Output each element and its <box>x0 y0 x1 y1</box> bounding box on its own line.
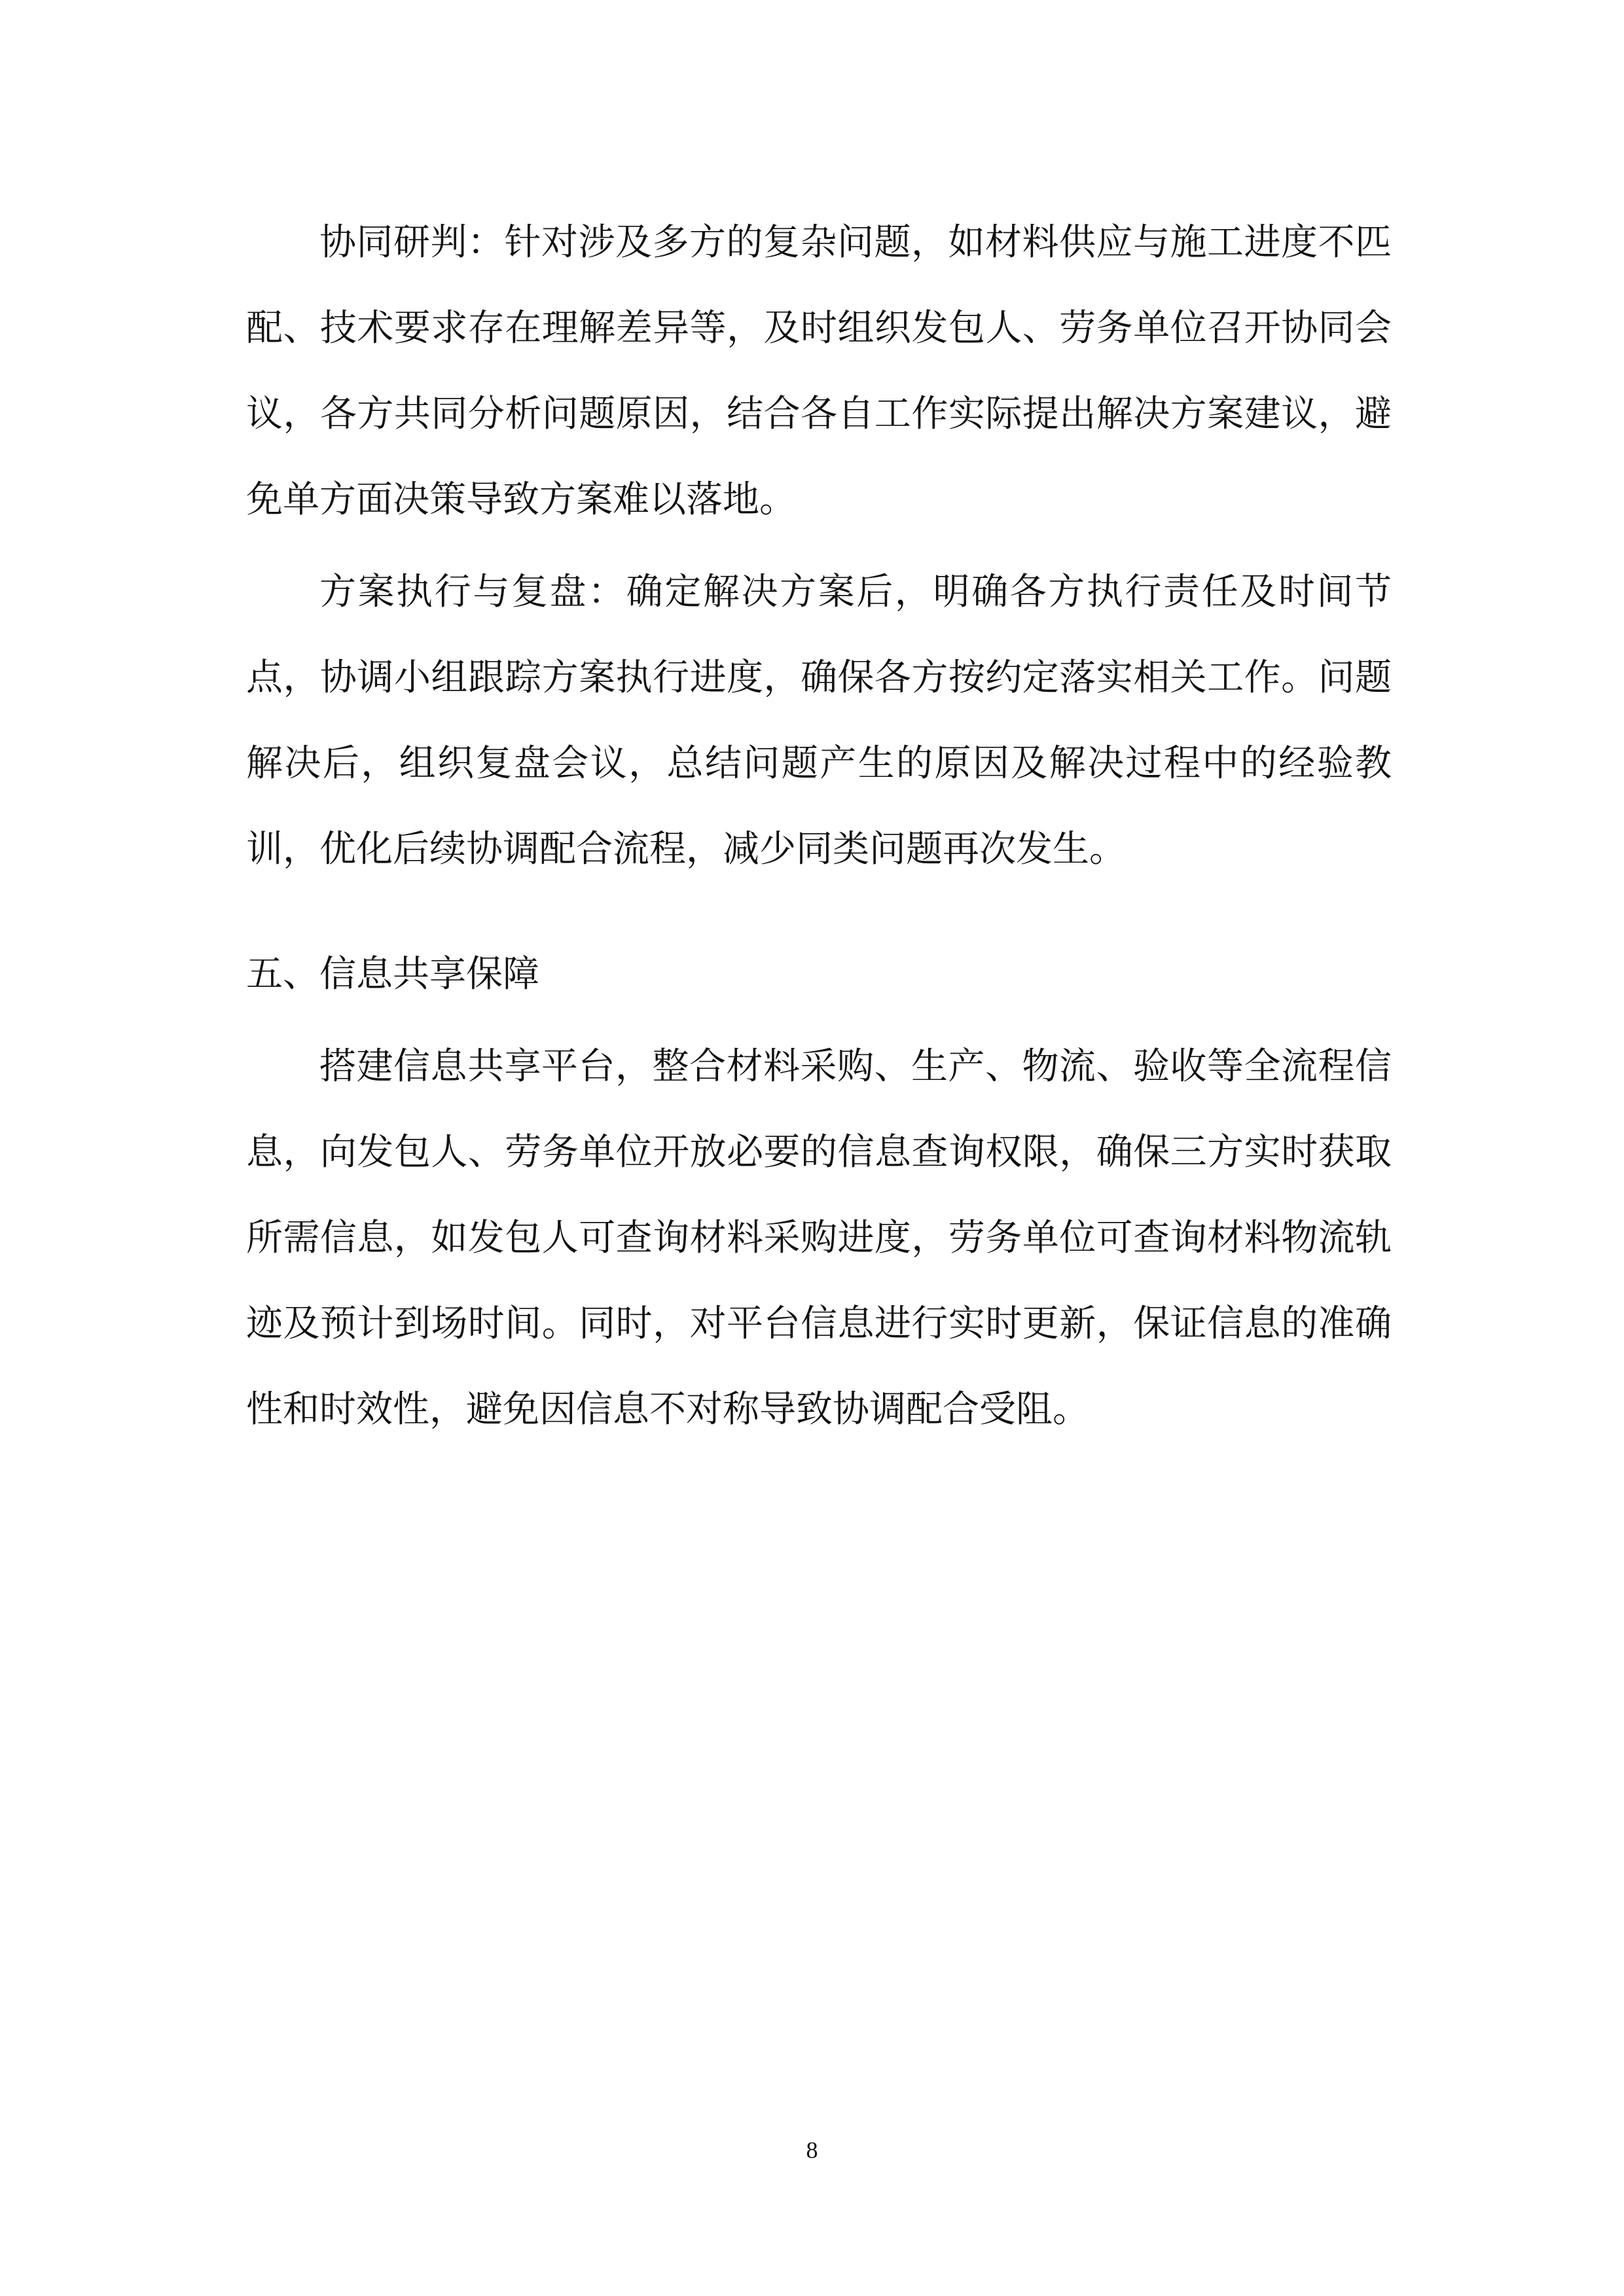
page-number: 8 <box>806 2137 818 2163</box>
paragraph-spacer <box>246 1017 1392 1024</box>
section-spacer <box>246 892 1392 931</box>
section-heading-info-sharing: 五、信息共享保障 <box>246 953 539 996</box>
paragraph-info-sharing-platform: 搭建信息共享平台，整合材料采购、生产、物流、验收等全流程信息，向发包人、劳务单位开放必要的信息查询权限，确保三方实时获取所需信息，如发包人可查询材料采购进度，劳务单位可查询材料物流轨迹及预计到场时间。同时，对平台信息进行实时更新，保证信息的准确性和时效性，避免因信息不对称导致协调配合受阻。 <box>246 1045 1392 1431</box>
paragraph-spacer <box>246 543 1392 549</box>
paragraph-execution-review: 方案执行与复盘：确定解决方案后，明确各方执行责任及时间节点，协调小组跟踪方案执行进度，确保各方按约定落实相关工作。问题解决后，组织复盘会议，总结问题产生的原因及解决过程中的经验教训，优化后续协调配合流程，减少同类问题再次发生。 <box>246 571 1392 870</box>
page-content <box>246 200 1392 1452</box>
paragraph-collaborative-analysis: 协同研判：针对涉及多方的复杂问题，如材料供应与施工进度不匹配、技术要求存在理解差异等，及时组织发包人、劳务单位召开协同会议，各方共同分析问题原因，结合各自工作实际提出解决方案建议，避免单方面决策导致方案难以落地。 <box>246 221 1392 521</box>
